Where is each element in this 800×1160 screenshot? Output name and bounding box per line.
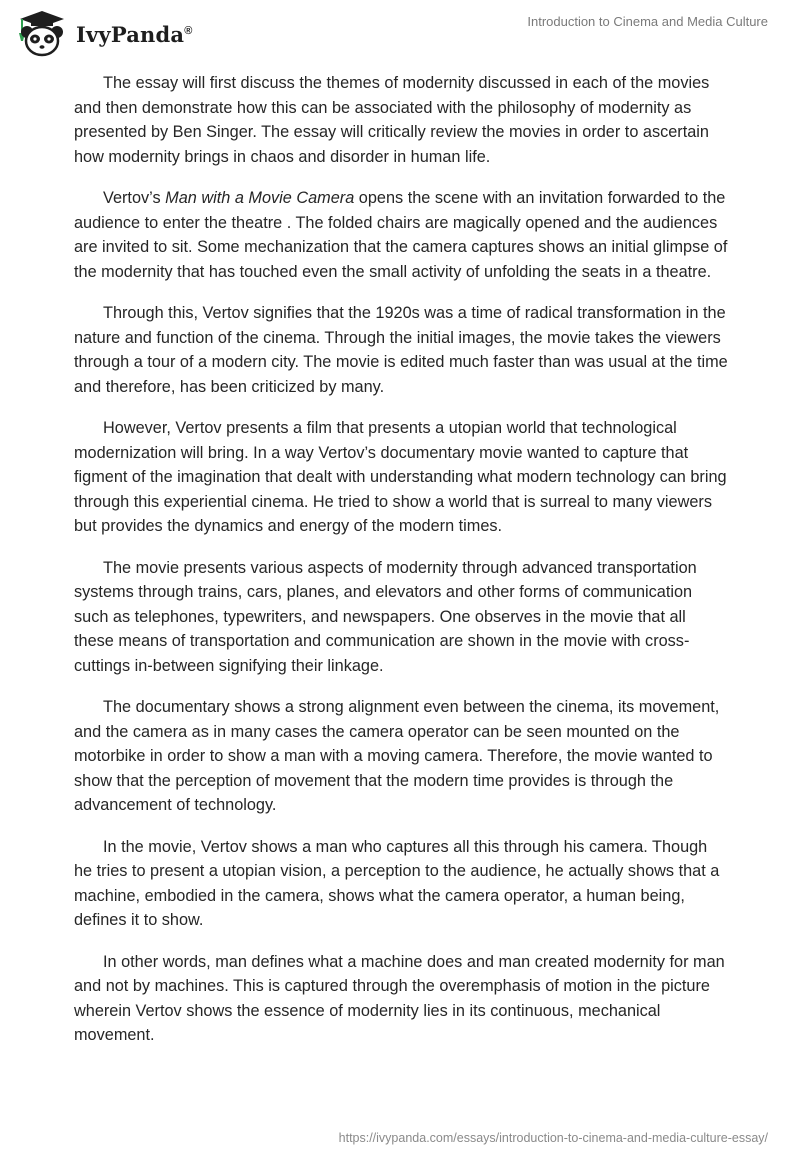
essay-body <box>74 71 728 1065</box>
paragraph-text: opens the scene with an invitation forwarded to the audience to enter the theatre . The folded chairs are magically opened and the audiences are invited to sit. Some mechanization that the camera captures shows an initial glimpse of the modernity that has touched even the small activity of unfolding the seats in a theatre. <box>74 189 728 281</box>
paragraph: However, Vertov presents a film that presents a utopian world that technological modernization will bring. In a way Vertov’s documentary movie wanted to capture that figment of the imagination that dealt with understanding what modern technology can bring through this experiential cinema. He tried to show a world that is surreal to many viewers but provides the dynamics and energy of the modern times. <box>74 419 727 535</box>
film-title: Man with a Movie Camera <box>165 189 355 207</box>
brand-name: IvyPanda® <box>76 21 193 47</box>
panda-graduate-icon <box>14 8 70 58</box>
paragraph: Through this, Vertov signifies that the 1920s was a time of radical transformation in the nature and function of the cinema. Through the initial images, the movie takes the viewers through a tour of a modern city. The movie is edited much faster than was usual at the time and therefore, has been criticized by many. <box>74 304 728 396</box>
source-url-link[interactable]: https://ivypanda.com/essays/introduction-to-cinema-and-media-culture-essay/ <box>338 1131 768 1145</box>
document-title: Introduction to Cinema and Media Culture <box>527 14 768 29</box>
paragraph: The documentary shows a strong alignment even between the cinema, its movement, and the camera as in many cases the camera operator can be seen mounted on the motorbike in order to show a man with a moving camera. Therefore, the movie wanted to show that the perception of movement that the modern time provides is through the advancement of technology. <box>74 698 720 814</box>
paragraph: In other words, man defines what a machine does and man created modernity for man and not by machines. This is captured through the overemphasis of motion in the picture wherein Vertov shows the essence of modernity lies in its continuous, mechanical movement. <box>74 952 725 1044</box>
paragraph: The essay will first discuss the themes of modernity discussed in each of the movies and then demonstrate how this can be associated with the philosophy of modernity as presented by Ben Singer. The essay will critically review the movies in order to ascertain how modernity brings in chaos and disorder in human life. <box>74 74 710 166</box>
registered-mark: ® <box>184 24 193 37</box>
paragraph <box>74 186 728 284</box>
paragraph: In the movie, Vertov shows a man who captures all this through his camera. Though he tries to present a utopian vision, a perception to the audience, he actually shows that a machine, embodied in the camera, shows what the camera operator, a human being, defines it to show. <box>74 837 720 929</box>
paragraph-text: Vertov’s <box>103 189 166 207</box>
paragraph: The movie presents various aspects of modernity through advanced transportation systems through trains, cars, planes, and elevators and other forms of communication such as telephones, typewriters, and newspapers. One observes in the movie that all these means of transportation and communication are shown in the movie with cross-cuttings in-between signifying their linkage. <box>74 558 697 675</box>
logo[interactable] <box>14 8 193 58</box>
